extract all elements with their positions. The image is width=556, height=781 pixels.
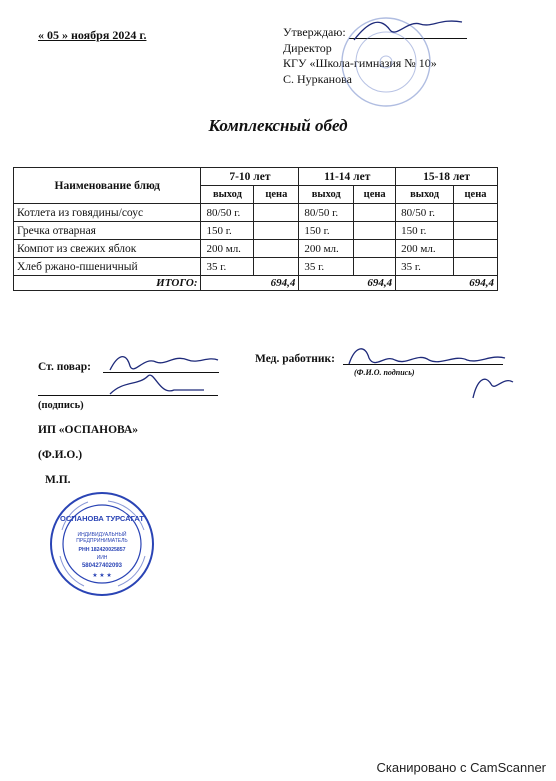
med-signature <box>345 340 520 405</box>
stamp-type-2: ПРЕДПРИНИМАТЕЛЬ <box>76 538 128 544</box>
age-group-header: 15-18 лет <box>396 168 498 186</box>
sub-header-out: выход <box>299 186 354 204</box>
ip-name: ИП «ОСПАНОВА» <box>38 424 139 436</box>
mp-label: М.П. <box>45 474 71 486</box>
scanner-watermark: Сканировано с CamScanner <box>376 760 546 775</box>
table-row <box>14 240 498 258</box>
organization-name: КГУ «Школа-гимназия № 10» <box>283 56 437 70</box>
sub-header-price: цена <box>254 186 299 204</box>
total-label: ИТОГО: <box>14 276 201 291</box>
price-cell <box>254 222 299 240</box>
age-group-header: 7-10 лет <box>201 168 299 186</box>
stamp-name: ОСПАНОВА ТУРСАГАТ <box>60 514 144 523</box>
price-cell <box>454 240 498 258</box>
page-title: Комплексный обед <box>208 116 348 135</box>
price-cell <box>354 258 396 276</box>
portion: 150 г. <box>201 222 254 240</box>
stamp-type-1: ИНДИВИДУАЛЬНЫЙ <box>77 532 127 538</box>
document-date: « 05 » ноября 2024 г. <box>38 28 147 42</box>
dish-name: Хлеб ржано-пшеничный <box>14 258 201 276</box>
portion: 150 г. <box>299 222 354 240</box>
table-row <box>14 222 498 240</box>
column-header-name: Наименование блюд <box>14 168 201 204</box>
price-cell <box>354 222 396 240</box>
dish-name: Котлета из говядины/соус <box>14 204 201 222</box>
fio-label: (Ф.И.О.) <box>38 449 83 461</box>
total-value: 694,4 <box>201 276 299 291</box>
total-value: 694,4 <box>299 276 396 291</box>
sub-header-price: цена <box>454 186 498 204</box>
menu-table <box>13 167 498 291</box>
price-cell <box>454 222 498 240</box>
price-cell <box>254 240 299 258</box>
portion: 200 мл. <box>201 240 254 258</box>
company-stamp <box>48 490 156 598</box>
age-group-header: 11-14 лет <box>299 168 396 186</box>
fio-note: (Ф.И.О. подпись) <box>354 368 415 377</box>
director-name: С. Нурканова <box>283 71 352 86</box>
portion: 35 г. <box>201 258 254 276</box>
stamp-rnn: РНН 182420025857 <box>78 547 126 553</box>
med-worker-label: Мед. работник: <box>255 353 335 365</box>
sub-header-out: выход <box>396 186 454 204</box>
stamp-iin-label: ИИН <box>96 555 108 561</box>
total-row <box>14 276 498 291</box>
price-cell <box>254 258 299 276</box>
podpis-label: (подпись) <box>38 400 84 411</box>
cook-label: Ст. повар: <box>38 361 91 373</box>
portion: 80/50 г. <box>396 204 454 222</box>
star-icon: ★ ★ ★ <box>92 573 112 579</box>
price-cell <box>254 204 299 222</box>
director-signature <box>350 12 470 52</box>
dish-name: Гречка отварная <box>14 222 201 240</box>
price-cell <box>454 204 498 222</box>
price-cell <box>454 258 498 276</box>
total-value: 694,4 <box>396 276 498 291</box>
portion: 35 г. <box>396 258 454 276</box>
portion: 200 мл. <box>396 240 454 258</box>
portion: 150 г. <box>396 222 454 240</box>
price-cell <box>354 240 396 258</box>
portion: 80/50 г. <box>201 204 254 222</box>
portion: 80/50 г. <box>299 204 354 222</box>
table-row <box>14 204 498 222</box>
director-position: Директор <box>283 40 332 55</box>
stamp-iin: 580427402093 <box>81 563 123 569</box>
dish-name: Компот из свежих яблок <box>14 240 201 258</box>
cook-signature <box>104 346 224 402</box>
portion: 200 мл. <box>299 240 354 258</box>
table-row <box>14 258 498 276</box>
price-cell <box>354 204 396 222</box>
approve-label: Утверждаю: <box>283 25 346 39</box>
sub-header-price: цена <box>354 186 396 204</box>
sub-header-out: выход <box>201 186 254 204</box>
portion: 35 г. <box>299 258 354 276</box>
